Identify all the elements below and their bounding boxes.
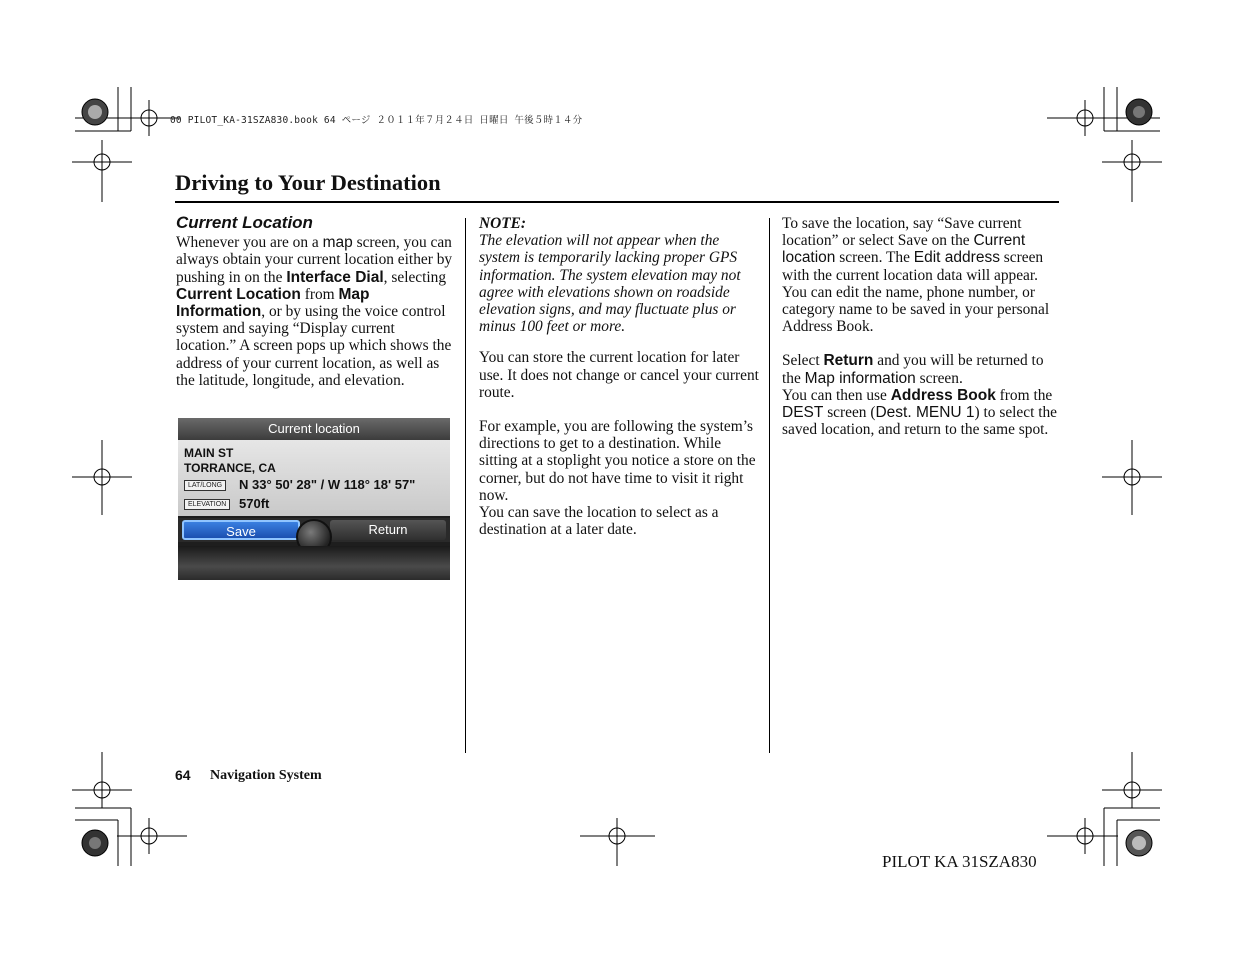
term-address-book: Address Book xyxy=(890,386,996,404)
text: You can then use xyxy=(782,386,891,404)
street-name: MAIN ST xyxy=(184,446,234,460)
text: and you will be returned to the xyxy=(782,352,1044,387)
term-return: Return xyxy=(823,352,874,370)
text: from the xyxy=(995,386,1053,404)
footer-section: Navigation System xyxy=(210,768,322,783)
term-map-information: Map information xyxy=(804,369,916,387)
current-location-screen xyxy=(178,418,450,580)
term-edit-address: Edit address xyxy=(913,249,1000,267)
term-dest: DEST xyxy=(782,404,824,422)
page-number: 64 xyxy=(175,767,191,783)
text: ) to select the saved location, and return to the same spot. xyxy=(782,404,1058,439)
screen-bezel xyxy=(178,546,450,580)
return-button[interactable]: Return xyxy=(330,520,446,540)
note-title: NOTE: xyxy=(479,215,527,232)
city-name: TORRANCE, CA xyxy=(184,461,276,475)
text: , or by using the voice control system and saying “Display current location.” A screen pops up which shows the address of your current location, as well as the latitude, longitude, and elevation. xyxy=(176,303,452,389)
location-panel xyxy=(178,440,450,516)
text: screen with the current location data will appear. You can edit the name, phone number, or category name to be saved in your personal Address Book. xyxy=(782,249,1050,336)
term-dest-menu: Dest. MENU 1 xyxy=(875,404,975,422)
col1-paragraph xyxy=(176,234,456,389)
term-map-information: Map Information xyxy=(176,285,370,321)
column-divider xyxy=(465,218,466,753)
col3-paragraph xyxy=(782,352,1060,386)
latlong-value: N 33° 50' 28" / W 118° 18' 57" xyxy=(239,477,416,492)
text: screen. The xyxy=(835,249,914,267)
column-3 xyxy=(782,215,1060,438)
term-current-location: Current Location xyxy=(176,285,301,303)
column-1 xyxy=(176,214,456,389)
save-button[interactable]: Save xyxy=(182,520,300,540)
column-2 xyxy=(479,215,761,538)
term-map: map xyxy=(322,234,353,252)
col2-paragraph: You can save the location to select as a destination at a later date. xyxy=(479,504,719,539)
elevation-tag: ELEVATION xyxy=(184,499,230,510)
print-header: 00 PILOT_KA-31SZA830.book 64 ページ ２０１１年７月２４日 日曜日 午後５時１４分 xyxy=(170,115,583,126)
title-rule xyxy=(175,201,1059,203)
col2-paragraph: For example, you are following the system’s directions to get to a destination. While sitting at a stoplight you notice a store on the corner, but do not have time to visit it right now. xyxy=(479,418,756,504)
text: Select xyxy=(782,352,824,370)
col3-paragraph xyxy=(782,387,1060,439)
column-divider xyxy=(769,218,770,753)
col2-paragraph: You can store the current location for later use. It does not change or cancel your current route. xyxy=(479,349,759,401)
text: screen, you can always obtain your current location either by pushing in on the xyxy=(176,234,453,286)
note-body: The elevation will not appear when the system is temporarily lacking proper GPS information. The system elevation may not agree with elevations shown on roadside elevation signs, and may fluctuate plus or minus 100 feet or more. xyxy=(479,232,741,336)
model-code: PILOT KA 31SZA830 xyxy=(882,852,1037,871)
section-heading: Current Location xyxy=(176,213,313,232)
latlong-tag: LAT/LONG xyxy=(184,480,226,491)
col3-paragraph xyxy=(782,215,1060,335)
text: , selecting xyxy=(383,268,447,286)
term-interface-dial: Interface Dial xyxy=(286,268,384,286)
text: To save the location, say “Save current location” or select Save on the xyxy=(782,215,1022,250)
elevation-value: 570ft xyxy=(239,496,270,511)
term-current-location: Current location xyxy=(782,232,1026,267)
screen-title: Current location xyxy=(178,418,450,440)
text: screen. xyxy=(915,369,963,387)
page-title: Driving to Your Destination xyxy=(175,170,441,195)
text: from xyxy=(300,285,339,303)
text: screen ( xyxy=(823,404,876,422)
text: Whenever you are on a xyxy=(176,234,323,252)
